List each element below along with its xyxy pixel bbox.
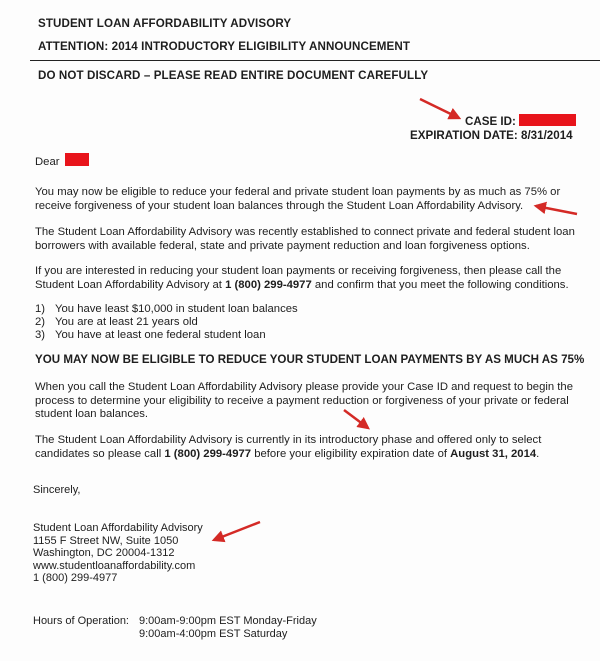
list-text: You are at least 21 years old [55,315,198,328]
bold-headline: YOU MAY NOW BE ELIGIBLE TO REDUCE YOUR STUDENT LOAN PAYMENTS BY AS MUCH AS 75% [35,353,585,366]
signature-website: www.studentloanaffordability.com [33,559,196,572]
p3-text-end: and confirm that you meet the following conditions. [311,278,569,291]
signature-city: Washington, DC 20004-1312 [33,547,175,560]
arrow-to-advisory-name [536,206,577,214]
do-not-discard-notice: DO NOT DISCARD – PLEASE READ ENTIRE DOCUMENT CAREFULLY [38,69,429,82]
org-title: STUDENT LOAN AFFORDABILITY ADVISORY [38,17,292,30]
paragraph-case-id-request: When you call the Student Loan Affordability Advisory please provide your Case ID and request to begin the process to determine your eligibility to receive a payment reduction or forgiveness of your private or federal student loan balances. [35,381,573,421]
p3-text-start: If you are interested in reducing your student loan payments or receiving forgiveness, then please call the Student Loan Affordability Advisory at [35,265,562,291]
expiration-value: 8/31/2014 [521,129,573,142]
expiration-label: EXPIRATION DATE: [410,129,518,142]
announcement-title: ATTENTION: 2014 INTRODUCTORY ELIGIBILITY ANNOUNCEMENT [38,40,411,53]
paragraph-about: The Student Loan Affordability Advisory was recently established to connect private and federal student loan borrowers with available federal, state and private payment reduction and loan forgiveness options. [35,226,575,252]
closing: Sincerely, [33,484,81,496]
hours-label: Hours of Operation: [33,615,129,627]
list-number: 2) [35,315,46,328]
phone-number: 1 (800) 299-4977 [164,447,252,460]
signature-name: Student Loan Affordability Advisory [33,522,203,534]
p5-text-start: The Student Loan Affordability Advisory is currently in its introductory phase and offered only to select candidates so please call [35,434,542,460]
p5-text-middle: before your eligibility expiration date of [251,447,451,460]
arrow-to-payment-reduction [344,410,368,428]
list-number: 1) [35,303,46,315]
case-id-label: CASE ID: [465,115,516,128]
arrow-to-case-id [420,99,459,118]
hours-weekday: 9:00am-9:00pm EST Monday-Friday [139,615,317,627]
signature-street: 1155 F Street NW, Suite 1050 [33,534,179,547]
p5-text-end: . [536,447,540,460]
hours-saturday: 9:00am-4:00pm EST Saturday [139,628,288,640]
arrow-to-address [214,522,260,540]
list-text: You have least $10,000 in student loan balances [55,303,298,315]
paragraph-eligibility: You may now be eligible to reduce your federal and private student loan payments by as much as 75% or receive forgiveness of your student loan balances through the Student Loan Affordability Advisory. [35,186,561,212]
deadline-date: August 31, 2014 [450,447,537,460]
list-number: 3) [35,328,46,341]
signature-phone: 1 (800) 299-4977 [33,572,118,585]
salutation-text: Dear [35,156,60,168]
phone-number: 1 (800) 299-4977 [225,278,312,291]
list-text: You have at least one federal student loan [55,328,266,341]
